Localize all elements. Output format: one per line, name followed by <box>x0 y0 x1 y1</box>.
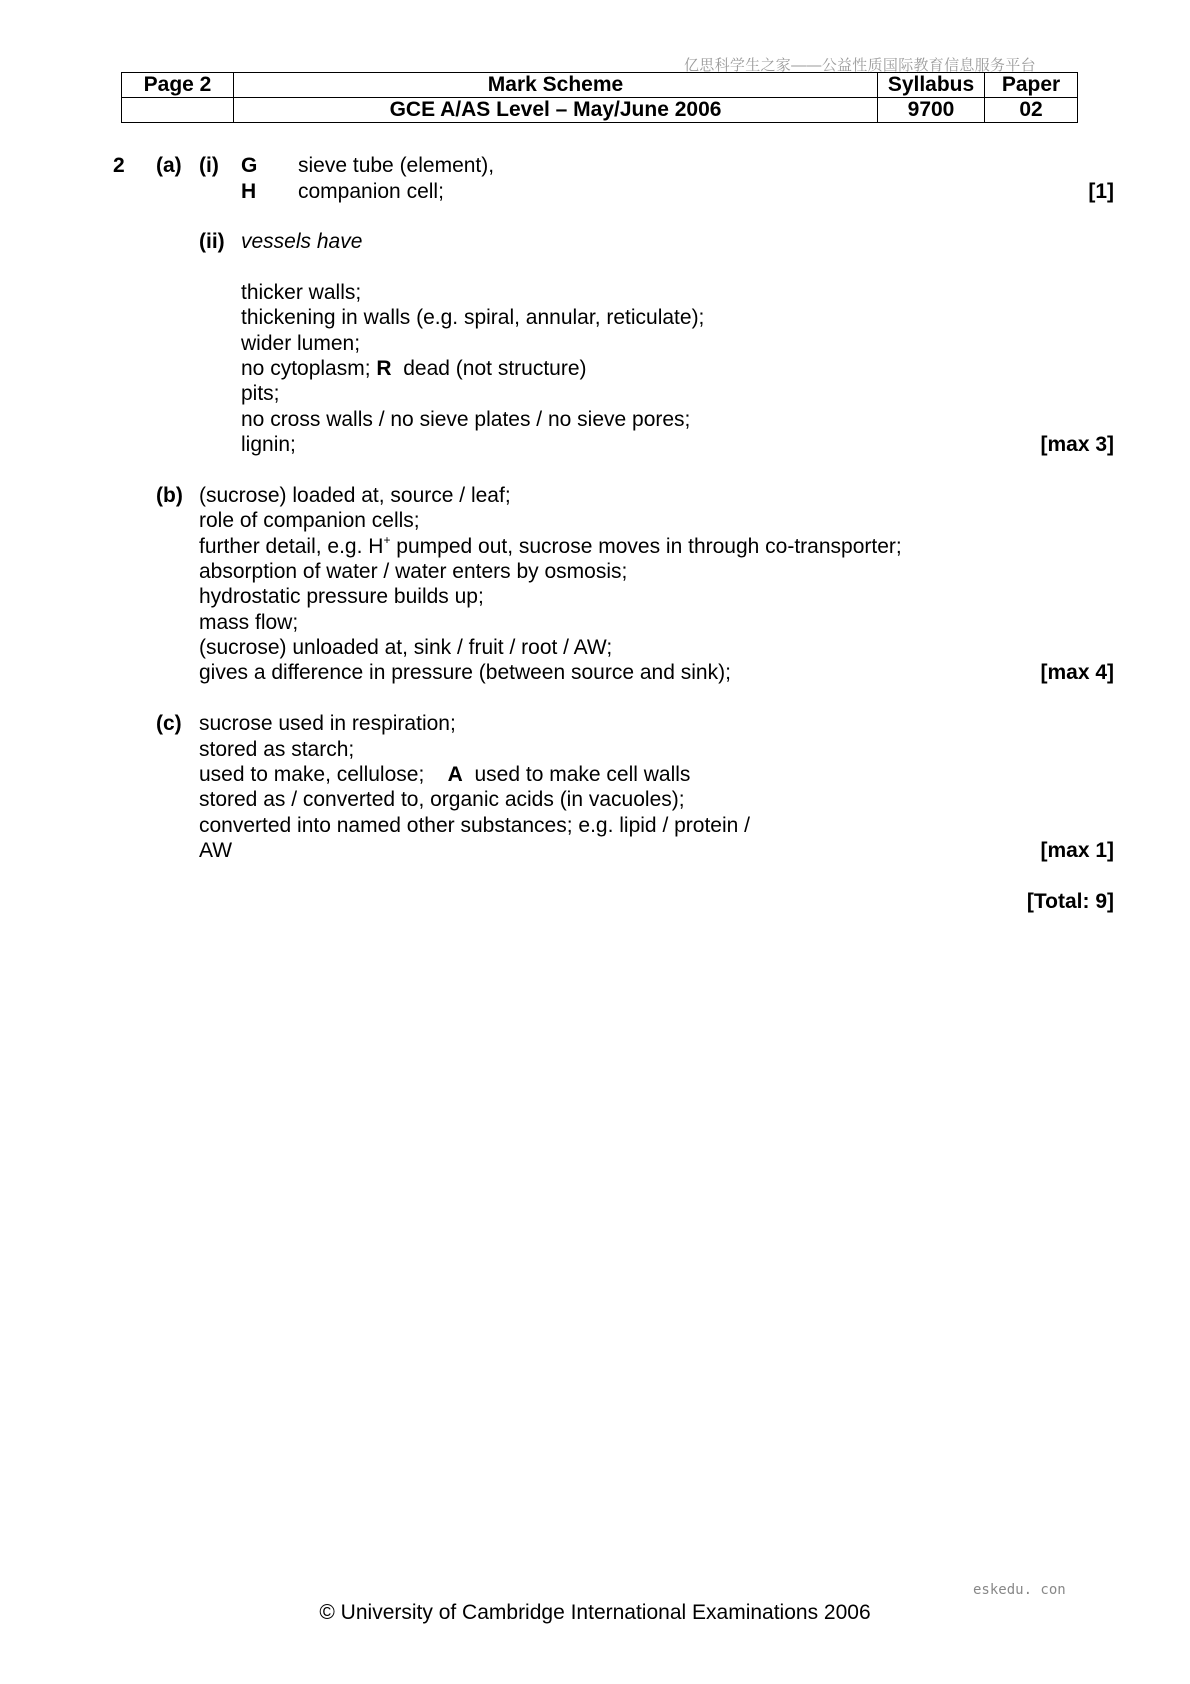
answer-line: pits; <box>241 382 280 405</box>
syllabus-code: 9700 <box>878 98 985 123</box>
exam-title: GCE A/AS Level – May/June 2006 <box>234 98 878 123</box>
part-b-label: (b) <box>156 484 183 507</box>
part-c-label: (c) <box>156 712 182 735</box>
g-key: G <box>241 154 258 177</box>
answer-line: gives a difference in pressure (between source and sink); <box>199 661 731 684</box>
syllabus-label: Syllabus <box>878 73 985 98</box>
answer-line: lignin; <box>241 433 296 456</box>
answer-text-rest: pumped out, sucrose moves in through co-transporter; <box>390 535 902 558</box>
answer-line: stored as / converted to, organic acids (in vacuoles); <box>199 788 685 811</box>
answer-text: further detail, e.g. H <box>199 535 384 558</box>
total-mark: [Total: 9] <box>1026 890 1114 913</box>
h-key: H <box>241 180 257 203</box>
answer-line: (sucrose) loaded at, source / leaf; <box>199 484 511 507</box>
paper-number: 02 <box>985 98 1078 123</box>
watermark-top: 亿思科学生之家——公益性质国际教育信息服务平台 <box>684 57 1036 74</box>
answer-line-accept <box>199 763 690 787</box>
answer-line: hydrostatic pressure builds up; <box>199 585 484 608</box>
answer-line: no cross walls / no sieve plates / no sieve pores; <box>241 408 691 431</box>
header-table <box>121 72 1078 123</box>
page-blank-cell <box>122 98 234 123</box>
answer-line-reject <box>241 357 587 381</box>
answer-line: AW <box>199 839 233 862</box>
page-label: Page 2 <box>122 73 234 98</box>
sub-i-label: (i) <box>199 154 219 177</box>
answer-line: (sucrose) unloaded at, sink / fruit / root / AW; <box>199 636 613 659</box>
reject-key: R <box>376 357 392 380</box>
mark-scheme-title: Mark Scheme <box>234 73 878 98</box>
answer-line: sucrose used in respiration; <box>199 712 456 735</box>
h-answer: companion cell; <box>298 180 444 203</box>
answer-line: wider lumen; <box>241 332 361 355</box>
g-answer: sieve tube (element), <box>298 154 495 177</box>
reject-text: dead (not structure) <box>403 357 587 380</box>
copyright-footer: © University of Cambridge International Examinations 2006 <box>319 1601 871 1624</box>
answer-line-h-plus <box>199 535 902 559</box>
answer-line: role of companion cells; <box>199 509 420 532</box>
accept-text: used to make cell walls <box>474 763 691 786</box>
answer-text: used to make, cellulose; <box>199 763 425 786</box>
answer-line: converted into named other substances; e.g. lipid / protein / <box>199 814 750 837</box>
answer-text: no cytoplasm; <box>241 357 371 380</box>
mark-b: [max 4] <box>1040 661 1114 684</box>
answer-line: stored as starch; <box>199 738 355 761</box>
answer-line: mass flow; <box>199 611 299 634</box>
mark-a-i: [1] <box>1088 180 1114 203</box>
vessels-intro: vessels have <box>241 230 363 253</box>
sub-ii-label: (ii) <box>199 230 225 253</box>
mark-a-ii: [max 3] <box>1040 433 1114 456</box>
mark-c: [max 1] <box>1040 839 1114 862</box>
answer-line: thicker walls; <box>241 281 362 304</box>
answer-line: absorption of water / water enters by osmosis; <box>199 560 628 583</box>
accept-key: A <box>447 763 463 786</box>
question-number: 2 <box>113 154 125 177</box>
part-a-label: (a) <box>156 154 182 177</box>
watermark-bottom: eskedu. con <box>973 1582 1066 1598</box>
answer-line: thickening in walls (e.g. spiral, annular, reticulate); <box>241 306 705 329</box>
paper-label: Paper <box>985 73 1078 98</box>
superscript-plus: + <box>383 533 391 547</box>
